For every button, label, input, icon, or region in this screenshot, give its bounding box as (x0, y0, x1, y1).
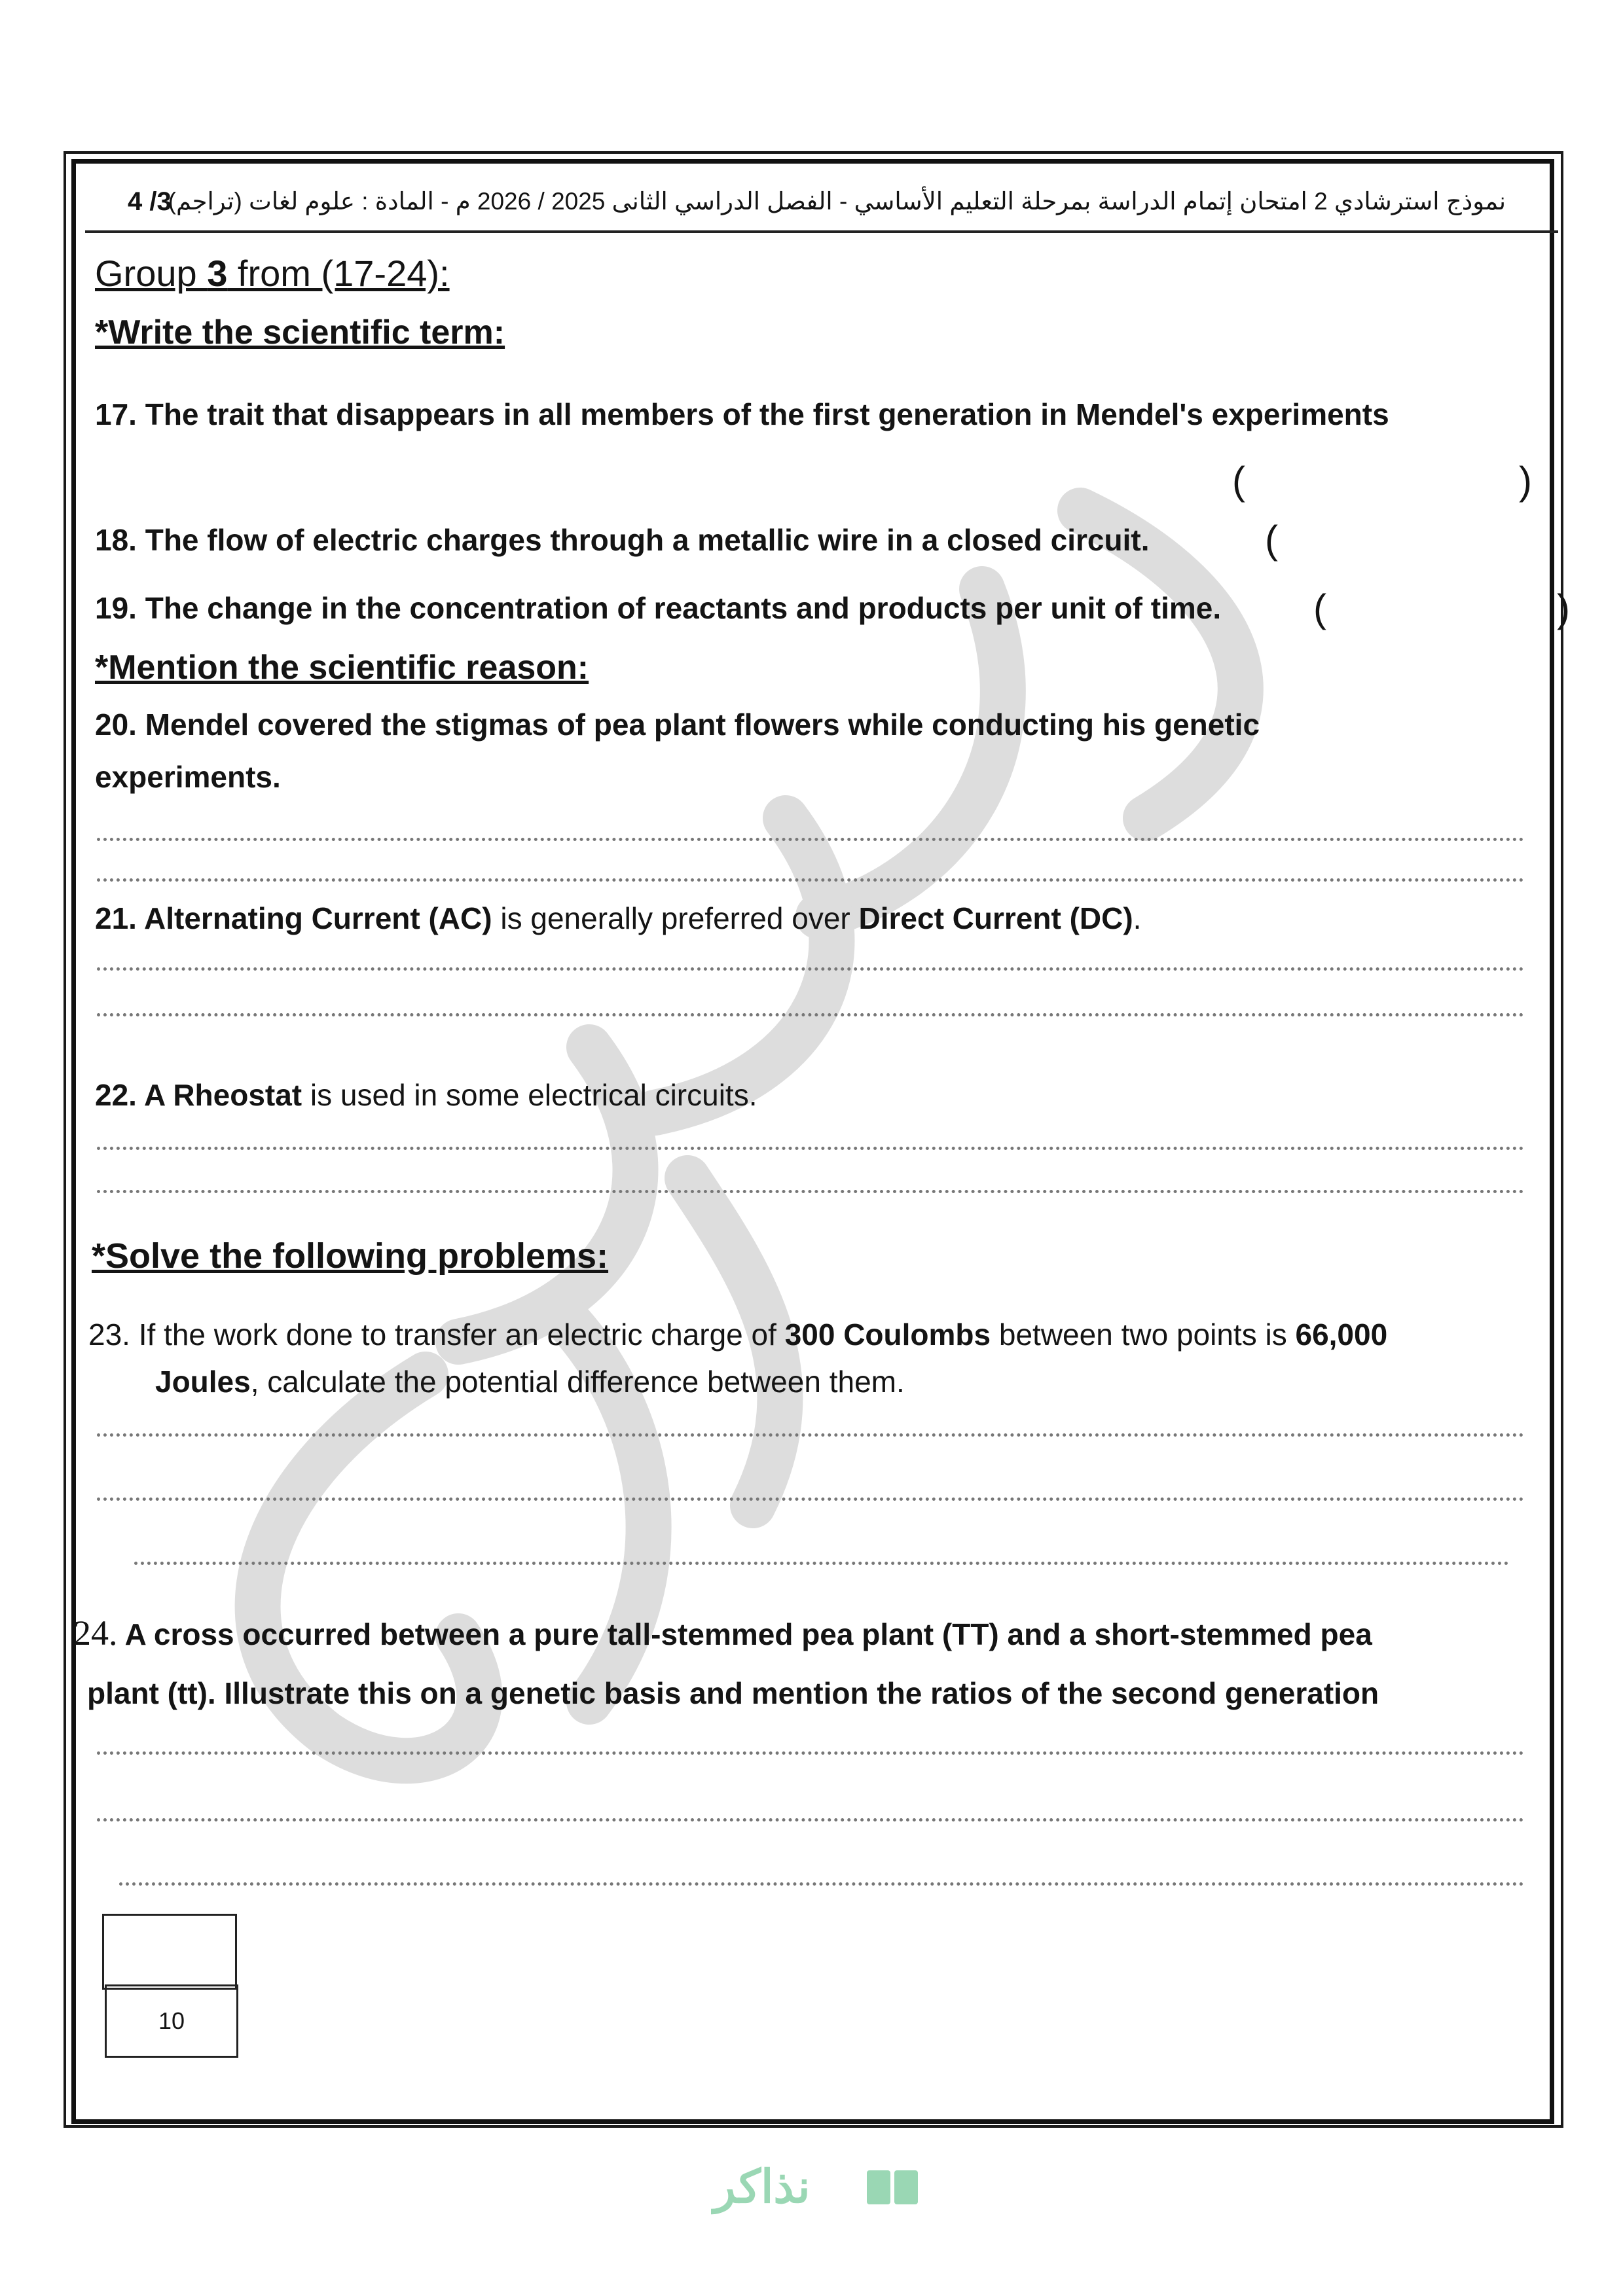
score-box-earned[interactable] (102, 1914, 237, 1990)
question-24-line2: plant (tt). Illustrate this on a genetic basis and mention the ratios of the second generation (87, 1676, 1379, 1710)
answer-line-23b[interactable] (97, 1498, 1524, 1501)
page-inner-border (71, 159, 1554, 2124)
brand-logo (714, 2160, 936, 2212)
question-22: 22. A Rheostat is used in some electrical circuits. (95, 1078, 757, 1112)
book-icon (866, 2168, 919, 2207)
answer-line-20b[interactable] (97, 878, 1524, 882)
question-21: 21. Alternating Current (AC) is generally preferred over Direct Current (DC). (95, 901, 1142, 935)
answer-line-21b[interactable] (97, 1013, 1524, 1016)
page-number: 4 /3 (128, 187, 172, 216)
question-20-line1: 20. Mendel covered the stigmas of pea plant flowers while conducting his genetic (95, 708, 1260, 742)
answer-open-paren-18: ( (1265, 518, 1278, 562)
section-scientific-term: *Write the scientific term: (95, 314, 505, 351)
brand-name: نذاكر (714, 2161, 811, 2212)
answer-line-23c[interactable] (134, 1562, 1509, 1565)
answer-line-22a[interactable] (97, 1147, 1524, 1150)
answer-line-24a[interactable] (97, 1751, 1524, 1755)
question-24-line1: 24. A cross occurred between a pure tall-stemmed pea plant (TT) and a short-stemmed pea (73, 1613, 1372, 1653)
answer-line-23a[interactable] (97, 1433, 1524, 1437)
answer-line-24b[interactable] (97, 1818, 1524, 1821)
answer-line-21a[interactable] (97, 967, 1524, 971)
score-total: 10 (158, 2007, 185, 2034)
answer-line-22b[interactable] (97, 1190, 1524, 1193)
exam-title: نموذج استرشادي 2 امتحان إتمام الدراسة بمرحلة التعليم الأساسي - الفصل الدراسي الثانى 2025 / 2026 م - المادة : علوم لغات (تراجم) (168, 188, 1506, 215)
exam-header (92, 182, 1558, 221)
question-17: 17. The trait that disappears in all members of the first generation in Mendel's experiments (95, 397, 1389, 431)
score-box-total (105, 1984, 238, 2058)
section-scientific-reason: *Mention the scientific reason: (95, 649, 589, 687)
answer-line-20a[interactable] (97, 838, 1524, 841)
question-20-line2: experiments. (95, 760, 281, 794)
question-18: 18. The flow of electric charges through a metallic wire in a closed circuit. (95, 523, 1150, 557)
answer-close-paren-17: ) (1519, 459, 1532, 503)
answer-close-paren-19: ) (1557, 586, 1570, 630)
question-23-line1: 23. If the work done to transfer an electric charge of 300 Coulombs between two points is 66,000 (88, 1318, 1388, 1352)
answer-line-24c[interactable] (119, 1882, 1524, 1886)
question-23-line2: Joules, calculate the potential difference between them. (155, 1365, 905, 1399)
answer-open-paren-19: ( (1313, 586, 1326, 630)
section-problems: *Solve the following problems: (92, 1236, 609, 1276)
question-19: 19. The change in the concentration of reactants and products per unit of time. (95, 591, 1222, 625)
header-divider (85, 230, 1558, 233)
answer-open-paren-17: ( (1232, 459, 1245, 503)
group-title: Group 3 from (17-24): (95, 253, 450, 294)
